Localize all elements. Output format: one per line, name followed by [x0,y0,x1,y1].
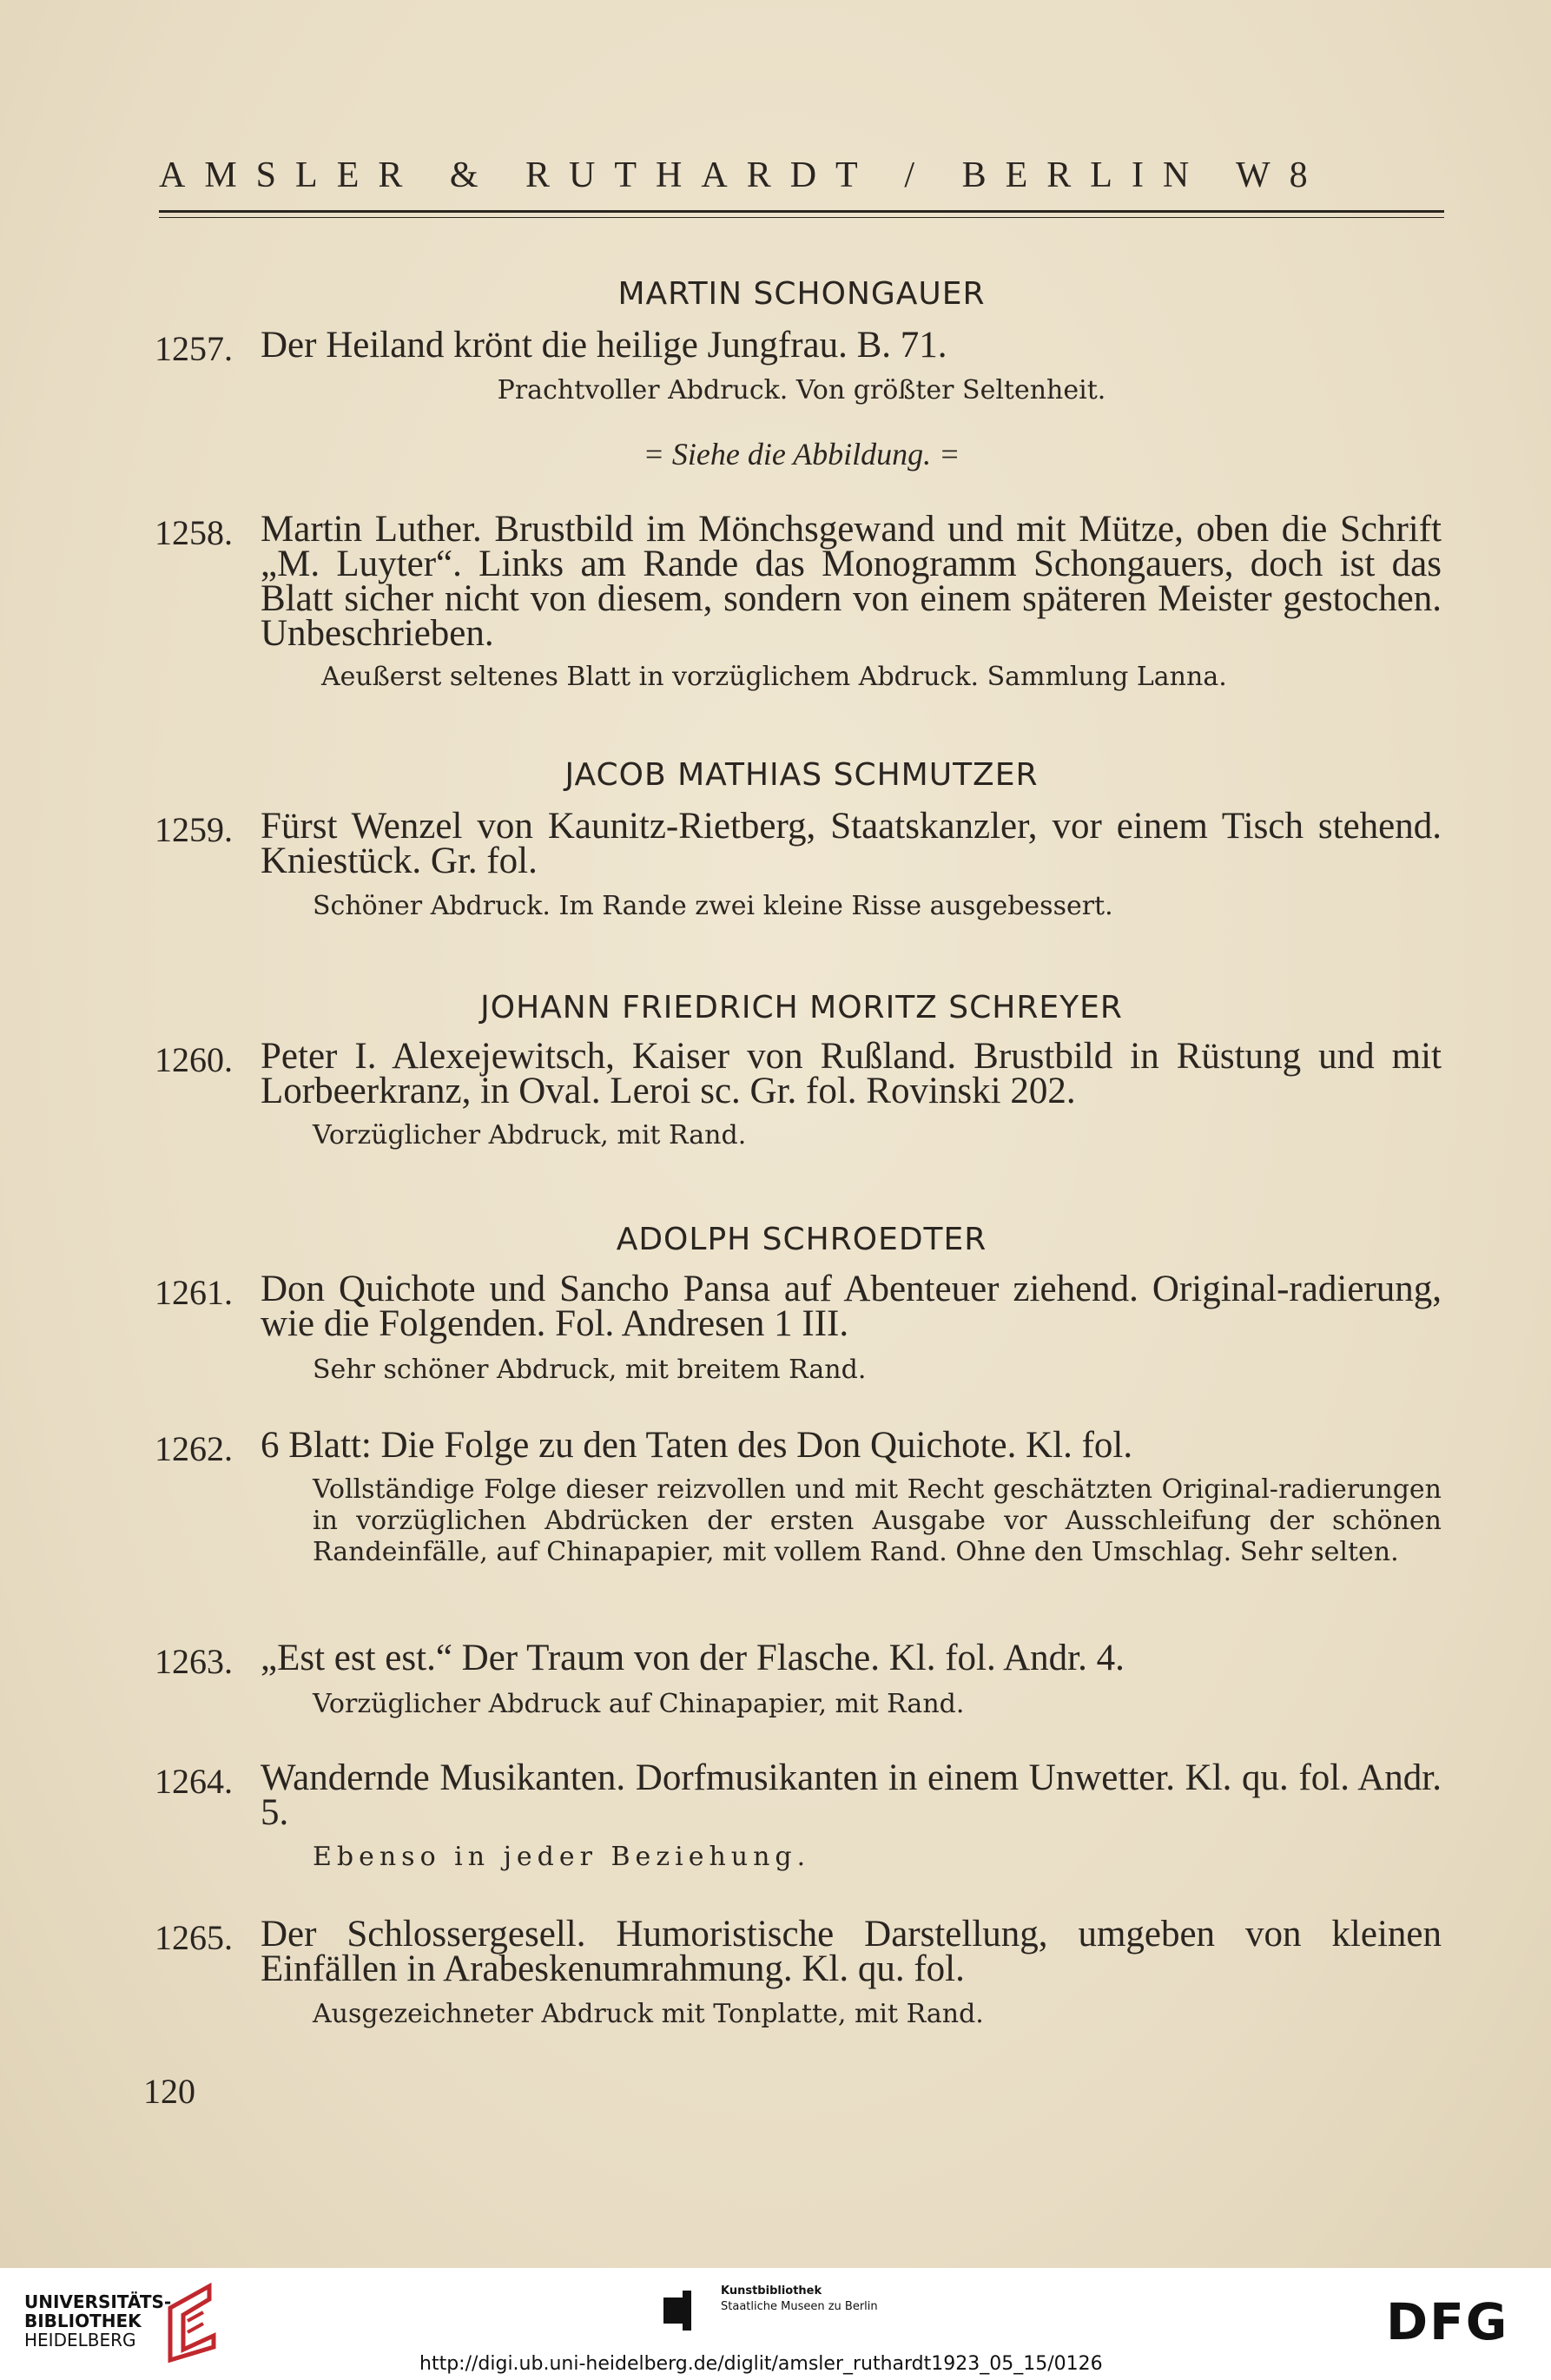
lot-title: Der Schlossergesell. Humoristische Darstellung, umgeben von kleinen Einfällen in Arabeskenumrahmung. Kl. qu. fol. [261,1914,1442,1989]
lot-number: 1261. [155,1273,233,1312]
lot-number: 1259. [155,810,233,849]
lot-number: 1265. [155,1918,233,1957]
artist-heading: MARTIN SCHONGAUER [617,276,986,312]
university-logo-icon [162,2282,222,2364]
lot-title: Fürst Wenzel von Kaunitz-Rietberg, Staatskanzler, vor einem Tisch stehend. Kniestück. Gr. fol. [261,806,1442,881]
artist-heading: JOHANN FRIEDRICH MORITZ SCHREYER [480,990,1123,1025]
university-line-1: UNIVERSITÄTS- [24,2291,172,2312]
lot-title: Martin Luther. Brustbild im Mönchsgewand und mit Mütze, oben die Schrift „M. Luyter“. Links am Rande das Monogramm Schongauers, doch ist das Blatt sicher nicht von diesem, sondern von einem späteren Meister gestochen. Unbeschrieben. [261,509,1442,654]
kunstbibliothek-name: Kunstbibliothek [721,2284,822,2298]
lot-number: 1257. [155,329,233,368]
lot-title: Don Quichote und Sancho Pansa auf Abenteuer ziehend. Original-radierung, wie die Folgenden. Fol. Andresen 1 III. [261,1269,1442,1344]
lot-number: 1258. [155,513,233,552]
artist-heading: JACOB MATHIAS SCHMUTZER [564,757,1039,793]
header-rule-thin [159,217,1444,218]
lot-note: Schöner Abdruck. Im Rande zwei kleine Risse ausgebessert. [313,891,1113,921]
header-rule [159,210,1444,213]
kunstbibliothek-label [721,2284,878,2315]
lot-title: 6 Blatt: Die Folge zu den Taten des Don Quichote. Kl. fol. [261,1425,1133,1466]
see-illustration-note: = Siehe die Abbildung. = [643,437,960,471]
university-line-3: HEIDELBERG [24,2330,136,2350]
artist-heading: ADOLPH SCHROEDTER [616,1222,987,1257]
lot-note: Ausgezeichneter Abdruck mit Tonplatte, mit Rand. [313,1999,984,2029]
lot-note: Sehr schöner Abdruck, mit breitem Rand. [313,1355,867,1385]
lot-note: Prachtvoller Abdruck. Von größter Seltenheit. [497,375,1106,405]
kunstbibliothek-logo-icon [663,2291,703,2331]
lot-note: Aeußerst seltenes Blatt in vorzüglichem Abdruck. Sammlung Lanna. [321,662,1227,692]
page-number: 120 [143,2072,195,2111]
lot-title: „Est est est.“ Der Traum von der Flasche. Kl. fol. Andr. 4. [261,1638,1125,1678]
lot-title: Wandernde Musikanten. Dorfmusikanten in einem Unwetter. Kl. qu. fol. Andr. 5. [261,1757,1442,1833]
source-url[interactable]: http://digi.ub.uni-heidelberg.de/diglit/amsler_ruthardt1923_05_15/0126 [419,2353,1103,2375]
lot-number: 1263. [155,1642,233,1681]
lot-title: Der Heiland krönt die heilige Jungfrau. B. 71. [261,325,947,366]
publisher-header: AMSLER & RUTHARDT / BERLIN W8 [159,155,1327,195]
lot-number: 1264. [155,1762,233,1801]
lot-note: Vorzüglicher Abdruck, mit Rand. [313,1120,747,1150]
kunstbibliothek-sub: Staatliche Museen zu Berlin [721,2300,878,2313]
university-line-2: BIBLIOTHEK [24,2311,142,2331]
lot-title: Peter I. Alexejewitsch, Kaiser von Rußland. Brustbild in Rüstung und mit Lorbeerkranz, in Oval. Leroi sc. Gr. fol. Rovinski 202. [261,1036,1442,1111]
dfg-logo: DFG [1386,2292,1509,2351]
lot-number: 1262. [155,1429,233,1468]
lot-number: 1260. [155,1040,233,1079]
lot-note: Ebenso in jeder Beziehung. [313,1842,811,1872]
lot-note: Vollständige Folge dieser reizvollen und mit Recht geschätzten Original-radierungen in vorzüglichen Abdrücken der ersten Ausgabe vor Ausschleifung der schönen Randeinfälle, auf Chinapapier, mit vollem Rand. Ohne den Umschlag. Sehr selten. [313,1474,1442,1567]
university-library-name [24,2292,171,2350]
lot-note: Vorzüglicher Abdruck auf Chinapapier, mit Rand. [313,1689,965,1719]
